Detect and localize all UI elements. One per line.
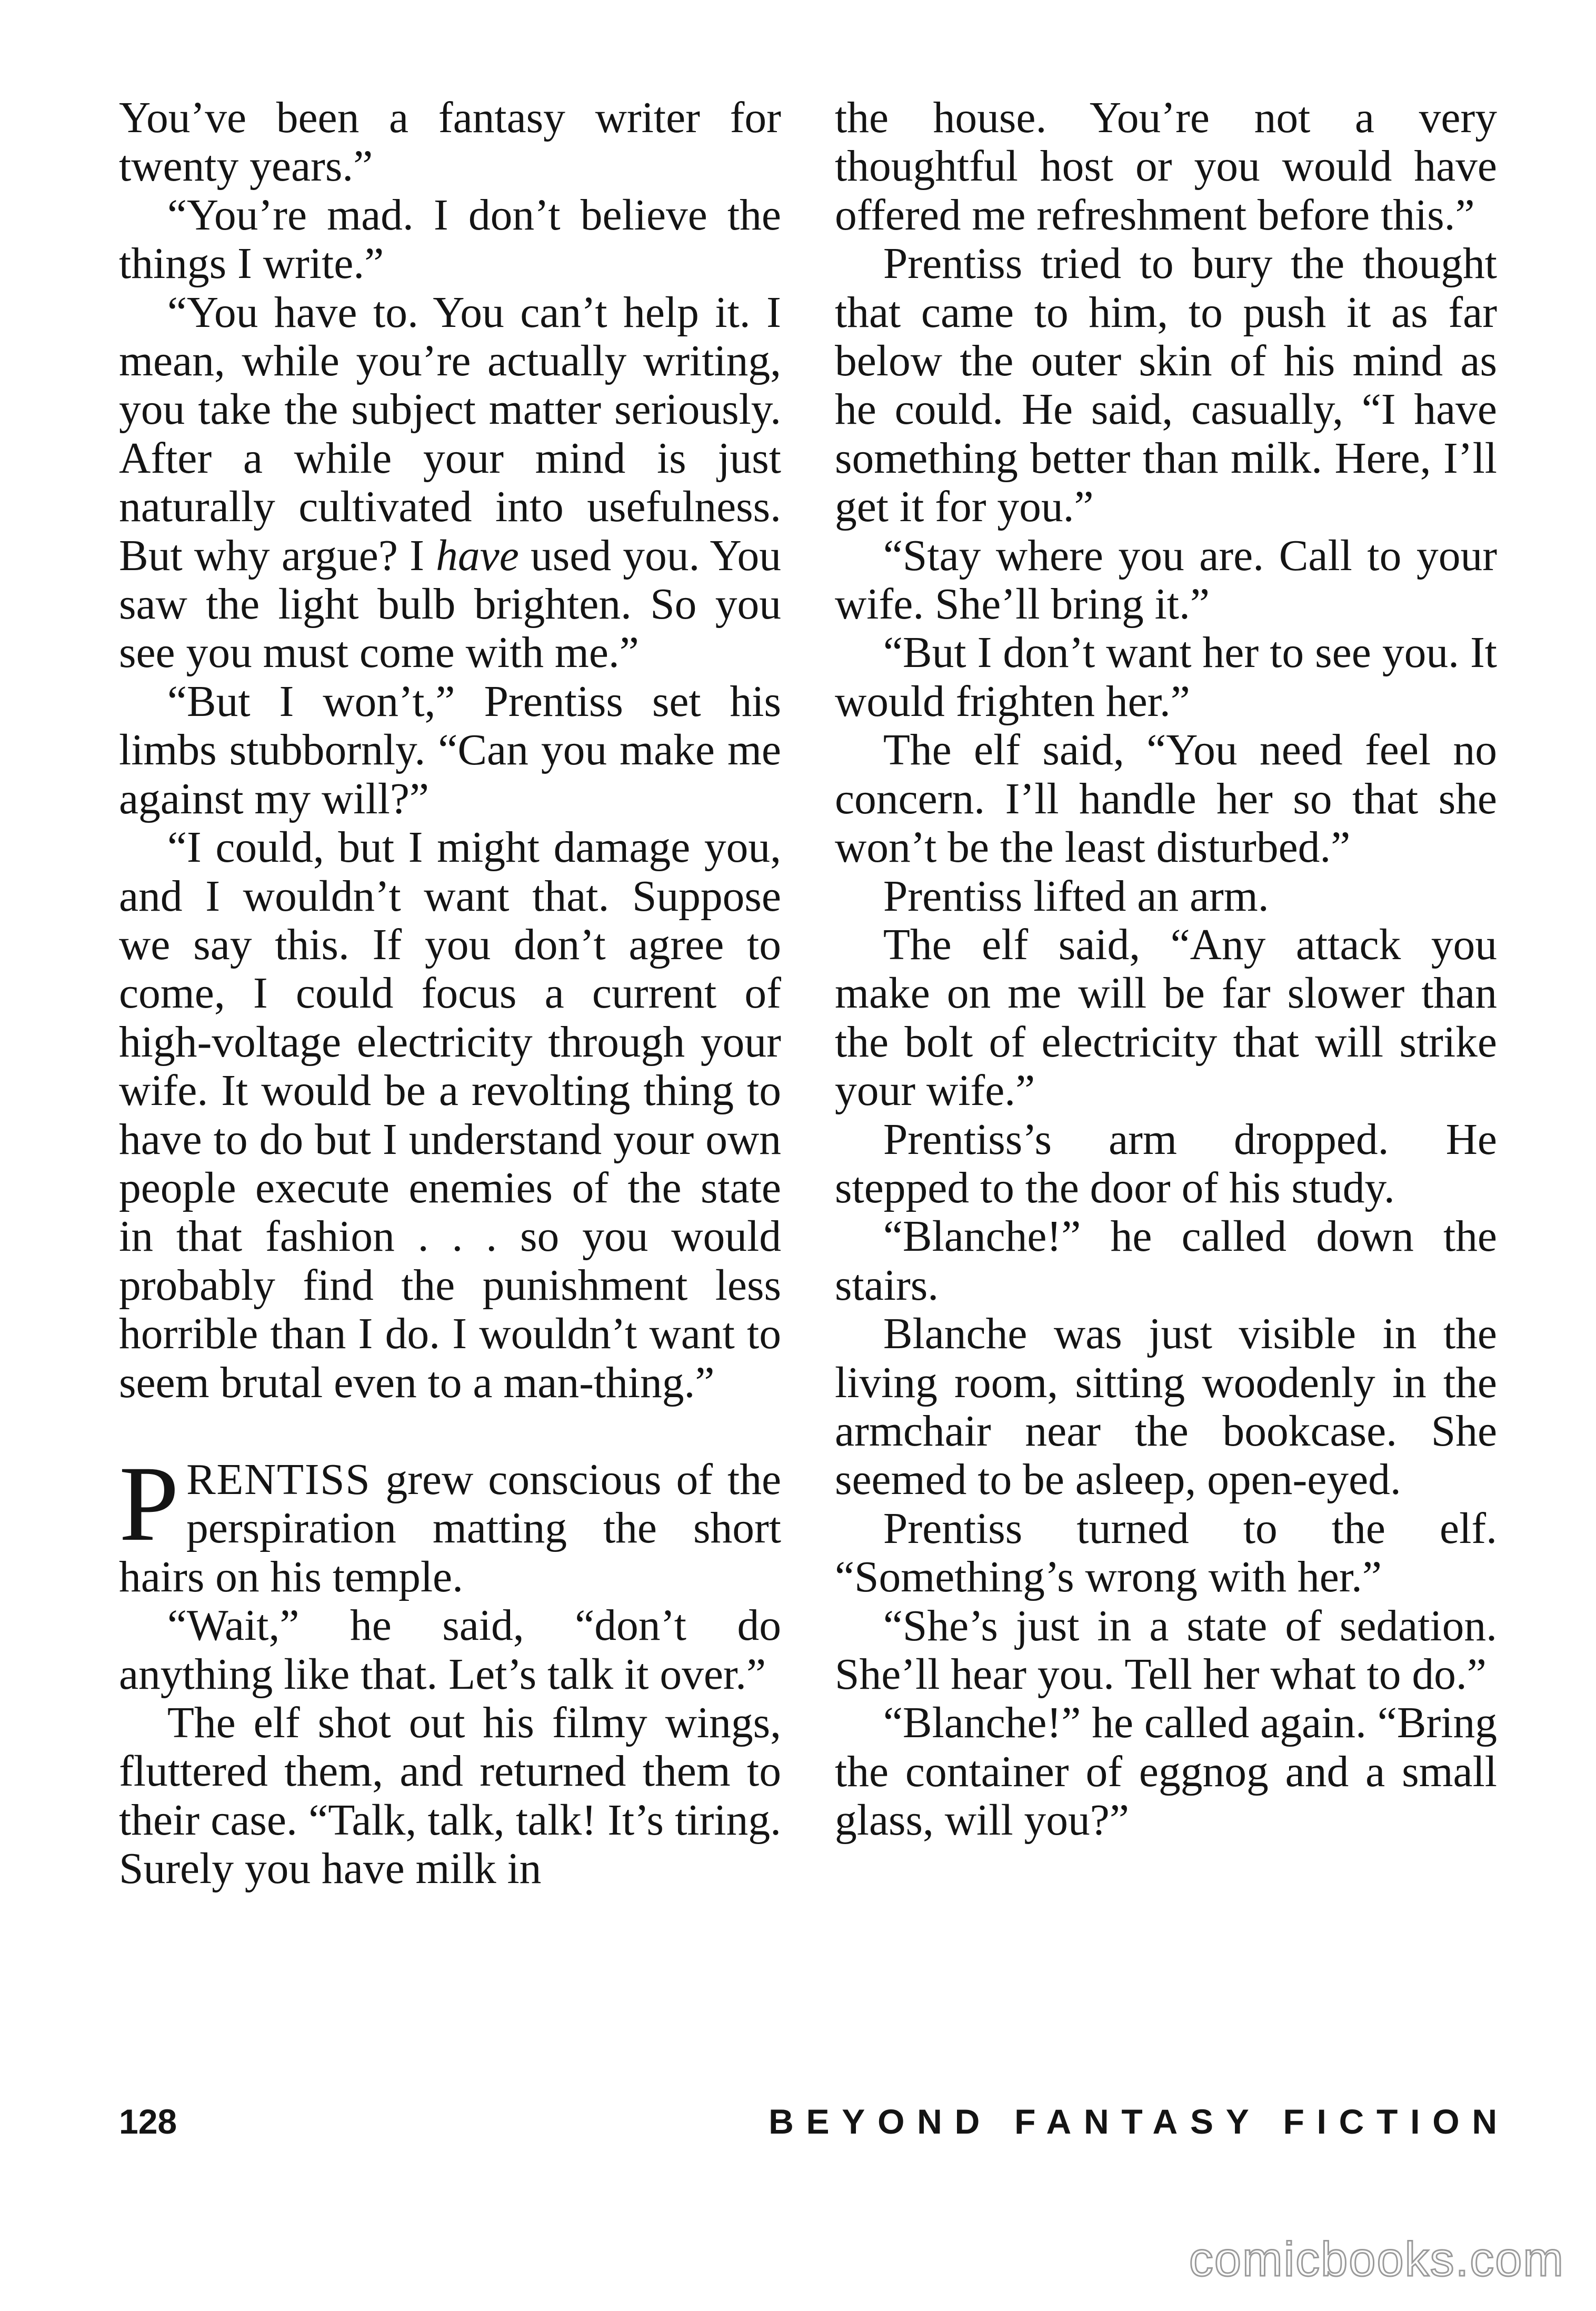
paragraph: “Wait,” he said, “don’t do anything like that. Let’s talk it over.” [119, 1601, 781, 1699]
paragraph: The elf said, “You need feel no concern. I’ll handle her so that she won’t be the least disturbed.” [835, 726, 1497, 872]
page-number: 128 [119, 2102, 177, 2141]
paragraph: Prentiss tried to bury the thought that came to him, to push it as far below the outer skin of his mind as he could. He said, casually, “I have something better than milk. Here, I’ll get it for you.” [835, 240, 1497, 532]
paragraph: Prentiss’s arm dropped. He stepped to the door of his study. [835, 1115, 1497, 1212]
paragraph: “Blanche!” he called down the stairs. [835, 1212, 1497, 1310]
paragraph: You’ve been a fantasy writer for twenty years.” [119, 94, 781, 191]
paragraph: “She’s just in a state of sedation. She’ll hear you. Tell her what to do.” [835, 1601, 1497, 1699]
paragraph: The elf said, “Any attack you make on me will be far slower than the bolt of electricity that will strike your wife.” [835, 920, 1497, 1115]
running-title: BEYOND FANTASY FICTION [769, 2102, 1510, 2141]
emphasis-text: have [436, 531, 519, 580]
paragraph: “You’re mad. I don’t believe the things I write.” [119, 191, 781, 288]
paragraph: “Blanche!” he called again. “Bring the container of eggnog and a small glass, will you?” [835, 1699, 1497, 1845]
left-text-column [119, 94, 781, 1894]
paragraph: Prentiss turned to the elf. “Something’s wrong with her.” [835, 1504, 1497, 1602]
paragraph [119, 288, 781, 678]
page-footer [119, 2101, 1510, 2149]
paragraph: Blanche was just visible in the living room, sitting woodenly in the armchair near the bookcase. She seemed to be asleep, open-eyed. [835, 1310, 1497, 1505]
watermark-logo: comicbooks.com [1189, 2233, 1564, 2286]
paragraph: “Stay where you are. Call to your wife. She’ll bring it.” [835, 531, 1497, 629]
drop-cap: P [119, 1443, 179, 1563]
paragraph: “But I won’t,” Prentiss set his limbs stubbornly. “Can you make me against my will?” [119, 677, 781, 823]
paragraph-text: used you. You saw the light bulb brighten. So you see you must come with me.” [119, 531, 781, 678]
paragraph-text: grew conscious of the perspiration matting the short hairs on his temple. [119, 1455, 781, 1601]
right-text-column [835, 94, 1497, 1845]
section-opening-paragraph [119, 1443, 781, 1601]
paragraph: The elf shot out his filmy wings, fluttered them, and returned them to their case. “Talk, talk, talk! It’s tiring. Surely you have milk in [119, 1699, 781, 1894]
paragraph: “But I don’t want her to see you. It would frighten her.” [835, 629, 1497, 726]
paragraph-text: “You have to. You can’t help it. I mean, while you’re actually writing, you take the subject matter seriously. After a while your mind is just naturally cultivated into usefulness. But why argue? I [119, 288, 781, 580]
paragraph: “I could, but I might damage you, and I wouldn’t want that. Suppose we say this. If you don’t agree to come, I could focus a current of high-voltage electricity through your wife. It would be a revolting thing to have to do but I understand your own people execute enemies of the state in that fashion . . . so you would probably find the punishment less horrible than I do. I wouldn’t want to seem brutal even to a man-thing.” [119, 823, 781, 1407]
paragraph: the house. You’re not a very thoughtful host or you would have offered me refreshment before this.” [835, 94, 1497, 240]
paragraph: Prentiss lifted an arm. [883, 872, 1269, 921]
small-caps-lead: RENTISS [186, 1455, 371, 1504]
